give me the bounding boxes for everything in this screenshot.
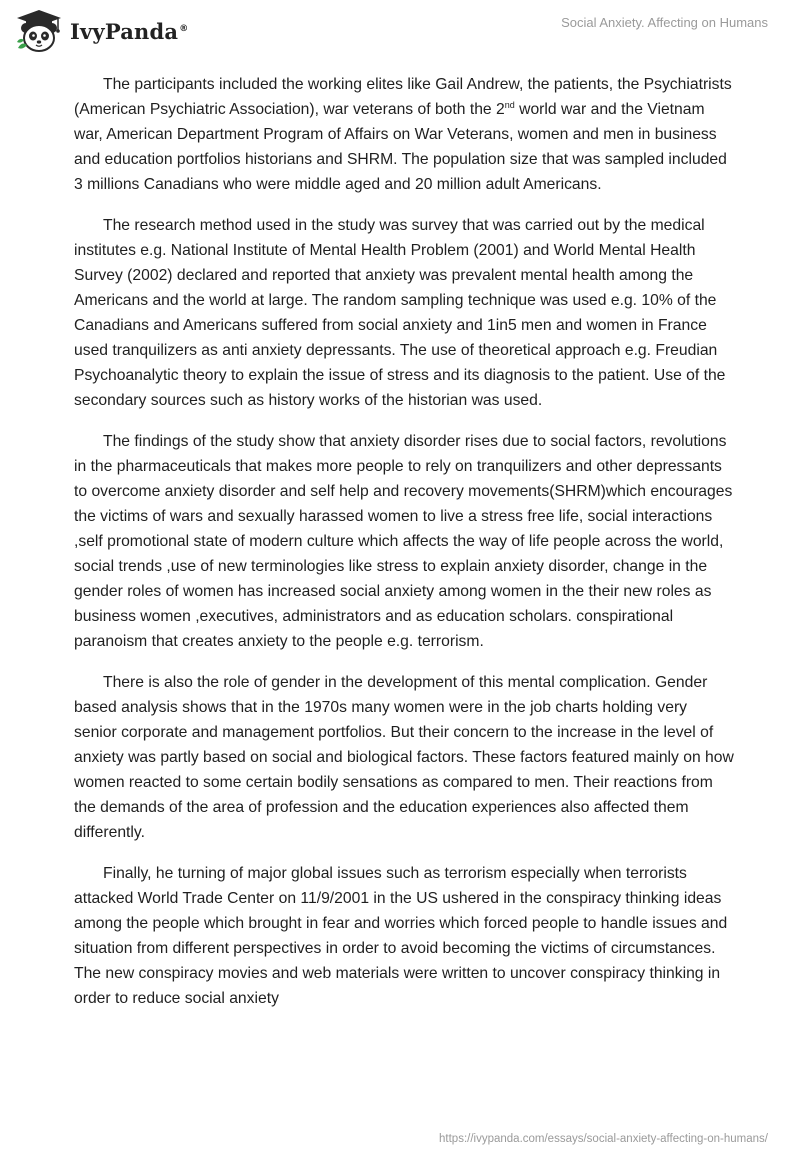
source-url[interactable]: https://ivypanda.com/essays/social-anxiety-affecting-on-humans/ [439, 1133, 768, 1145]
page-header [0, 0, 800, 60]
essay-body [74, 72, 734, 1027]
paragraph-gender-role: There is also the role of gender in the development of this mental complication. Gender based analysis shows that in the 1970s many women were in the job charts holding very senior corporate and management portfolios. But their concern to the increase in the level of anxiety was partly based on social and biological factors. These factors featured mainly on how women reacted to some certain bodily sensations as compared to men. Their reactions from the demands of the area of profession and the education experiences also affected them differently. [74, 674, 734, 841]
paragraph-findings: The findings of the study show that anxiety disorder rises due to social factors, revolutions in the pharmaceuticals that makes more people to rely on tranquilizers and other depressants to overcome anxiety disorder and self help and recovery movements(SHRM)which encourages the victims of wars and sexually harassed women to live a stress free life, social interactions ,self promotional state of modern culture which affects the way of life people across the world, social trends ,use of new terminologies like stress to explain anxiety disorder, change in the gender roles of women has increased social anxiety among women in the their new roles as business women ,executives, administrators and as education scholars. conspirational paranoism that creates anxiety to the people e.g. terrorism. [74, 433, 733, 650]
document-title: Social Anxiety. Affecting on Humans [561, 15, 768, 30]
paragraph-global-issues: Finally, he turning of major global issues such as terrorism especially when terrorists attacked World Trade Center on 11/9/2001 in the US ushered in the conspiracy thinking ideas among the people which brought in fear and worries which forced people to handle issues and situation from different perspectives in order to avoid becoming the victims of circumstances. The new conspiracy movies and web materials were written to uncover conspiracy thinking in order to reduce social anxiety [74, 865, 728, 1007]
registered-mark: ® [179, 23, 189, 34]
paragraph-participants: The participants included the working elites like Gail Andrew, the patients, the Psychiatrists (American Psychiatric Association), war veterans of both the 2nd world war and the Vietnam war, American Department Program of Affairs on War Veterans, women and men in business and education portfolios historians and SHRM. The population size that was sampled included 3 millions Canadians who were middle aged and 20 million adult Americans. [74, 76, 732, 193]
paragraph-research-method: The research method used in the study was survey that was carried out by the medical institutes e.g. National Institute of Mental Health Problem (2001) and World Mental Health Survey (2002) declared and reported that anxiety was prevalent mental health among the Americans and the world at large. The random sampling technique was used e.g. 10% of the Canadians and Americans suffered from social anxiety and 1in5 men and women in France used tranquilizers as anti anxiety depressants. The use of theoretical approach e.g. Freudian Psychoanalytic theory to explain the issue of stress and its diagnosis to the patient. Use of the secondary sources such as history works of the historian was used. [74, 217, 726, 409]
brand-name: IvyPanda® [70, 18, 189, 44]
panda-graduate-icon [14, 8, 64, 54]
ordinal-suffix: nd [504, 99, 515, 110]
ivypanda-logo[interactable] [14, 8, 188, 54]
